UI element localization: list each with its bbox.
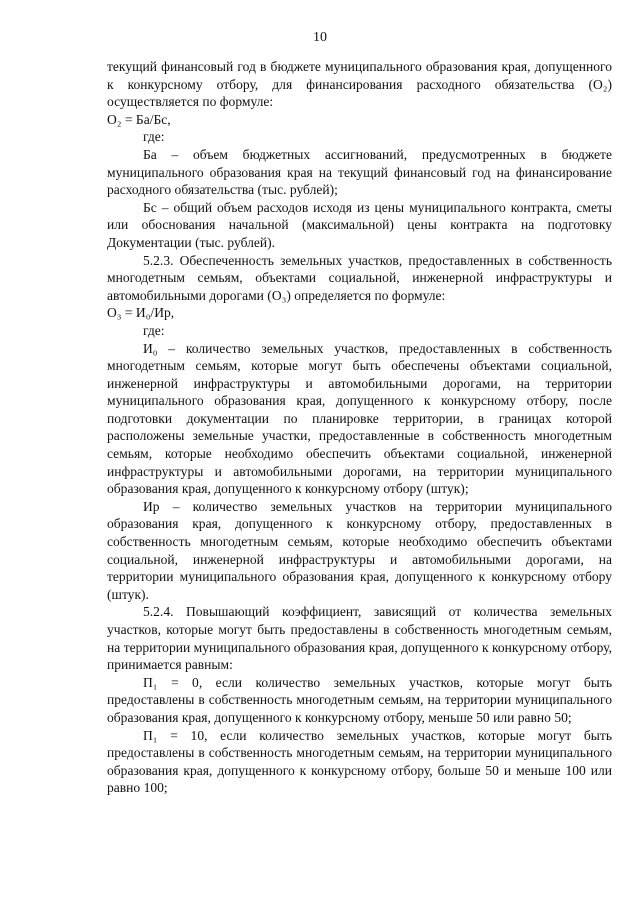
definition-ba: Ба – объем бюджетных ассигнований, предусмотренных в бюджете муниципального образования края на текущий финансовый год на финансирование расходного обязательства (тыс. рублей); <box>107 146 612 198</box>
coefficient-p1-ten: П₁ = 10, если количество земельных участков, которые могут быть предоставлены в собственность многодетным семьям, на территории муниципального образования края, допущенного к конкурсному отбору, больше 50 и меньше 100 или равно 100; <box>107 727 612 796</box>
definition-bs: Бс – общий объем расходов исходя из цены муниципального контракта, сметы или обоснования начальной (максимальной) цены контракта на подготовку Документации (тыс. рублей). <box>107 199 612 250</box>
formula-o2: О₂ = Ба/Бс, <box>107 111 171 127</box>
section-5-2-4: 5.2.4. Повышающий коэффициент, зависящий от количества земельных участков, которые могут быть предоставлены в собственность многодетным семьям, на территории муниципального образования края, допущенного к конкурсному отбору, принимается равным: <box>107 604 612 673</box>
formula-o3: О₃ = И₀/Ир, <box>107 305 175 321</box>
page-number: 10 <box>313 30 327 45</box>
definition-i0: И₀ – количество земельных участков, предоставленных в собственность многодетным семьям, которые могут быть обеспечены объектами социальной, инженерной инфраструктуры и автомобильными дорогами, на территории муниципального образования края, допущенного к конкурсному отбору, после подготовки документации по планировке территории, в границах которой расположены земельные участки, предоставленные в собственность многодетным семьям, которые необходимо обеспечить объектами социальной, инженерной инфраструктуры и автомобильными дорогами, на территории муниципального образования края, допущенного к конкурсному отбору (штук); <box>107 340 612 497</box>
document-body <box>107 58 612 797</box>
where-label: где: <box>143 129 165 145</box>
section-5-2-3: 5.2.3. Обеспеченность земельных участков, предоставленных в собственность многодетным семьям, объектами социальной, инженерной инфраструктуры и автомобильными дорогами (О₃) определяется по формуле: <box>107 252 612 303</box>
coefficient-p1-zero: П₁ = 0, если количество земельных участков, которые могут быть предоставлены в собственность многодетным семьям, на территории муниципального образования края, допущенного к конкурсному отбору, меньше 50 или равно 50; <box>107 674 612 725</box>
definition-ir: Ир – количество земельных участков на территории муниципального образования края, допущенного к конкурсному отбору, предоставленных в собственность многодетным семьям, которые необходимо обеспечить объектами социальной, инженерной инфраструктуры и автомобильными дорогами, на территории муниципального образования края, допущенного к конкурсному отбору (штук). <box>107 498 612 602</box>
paragraph-intro: текущий финансовый год в бюджете муниципального образования края, допущенного к конкурсному отбору, для финансирования расходного обязательства (О₂) осуществляется по формуле: <box>107 59 612 110</box>
where-label-2: где: <box>143 322 165 338</box>
